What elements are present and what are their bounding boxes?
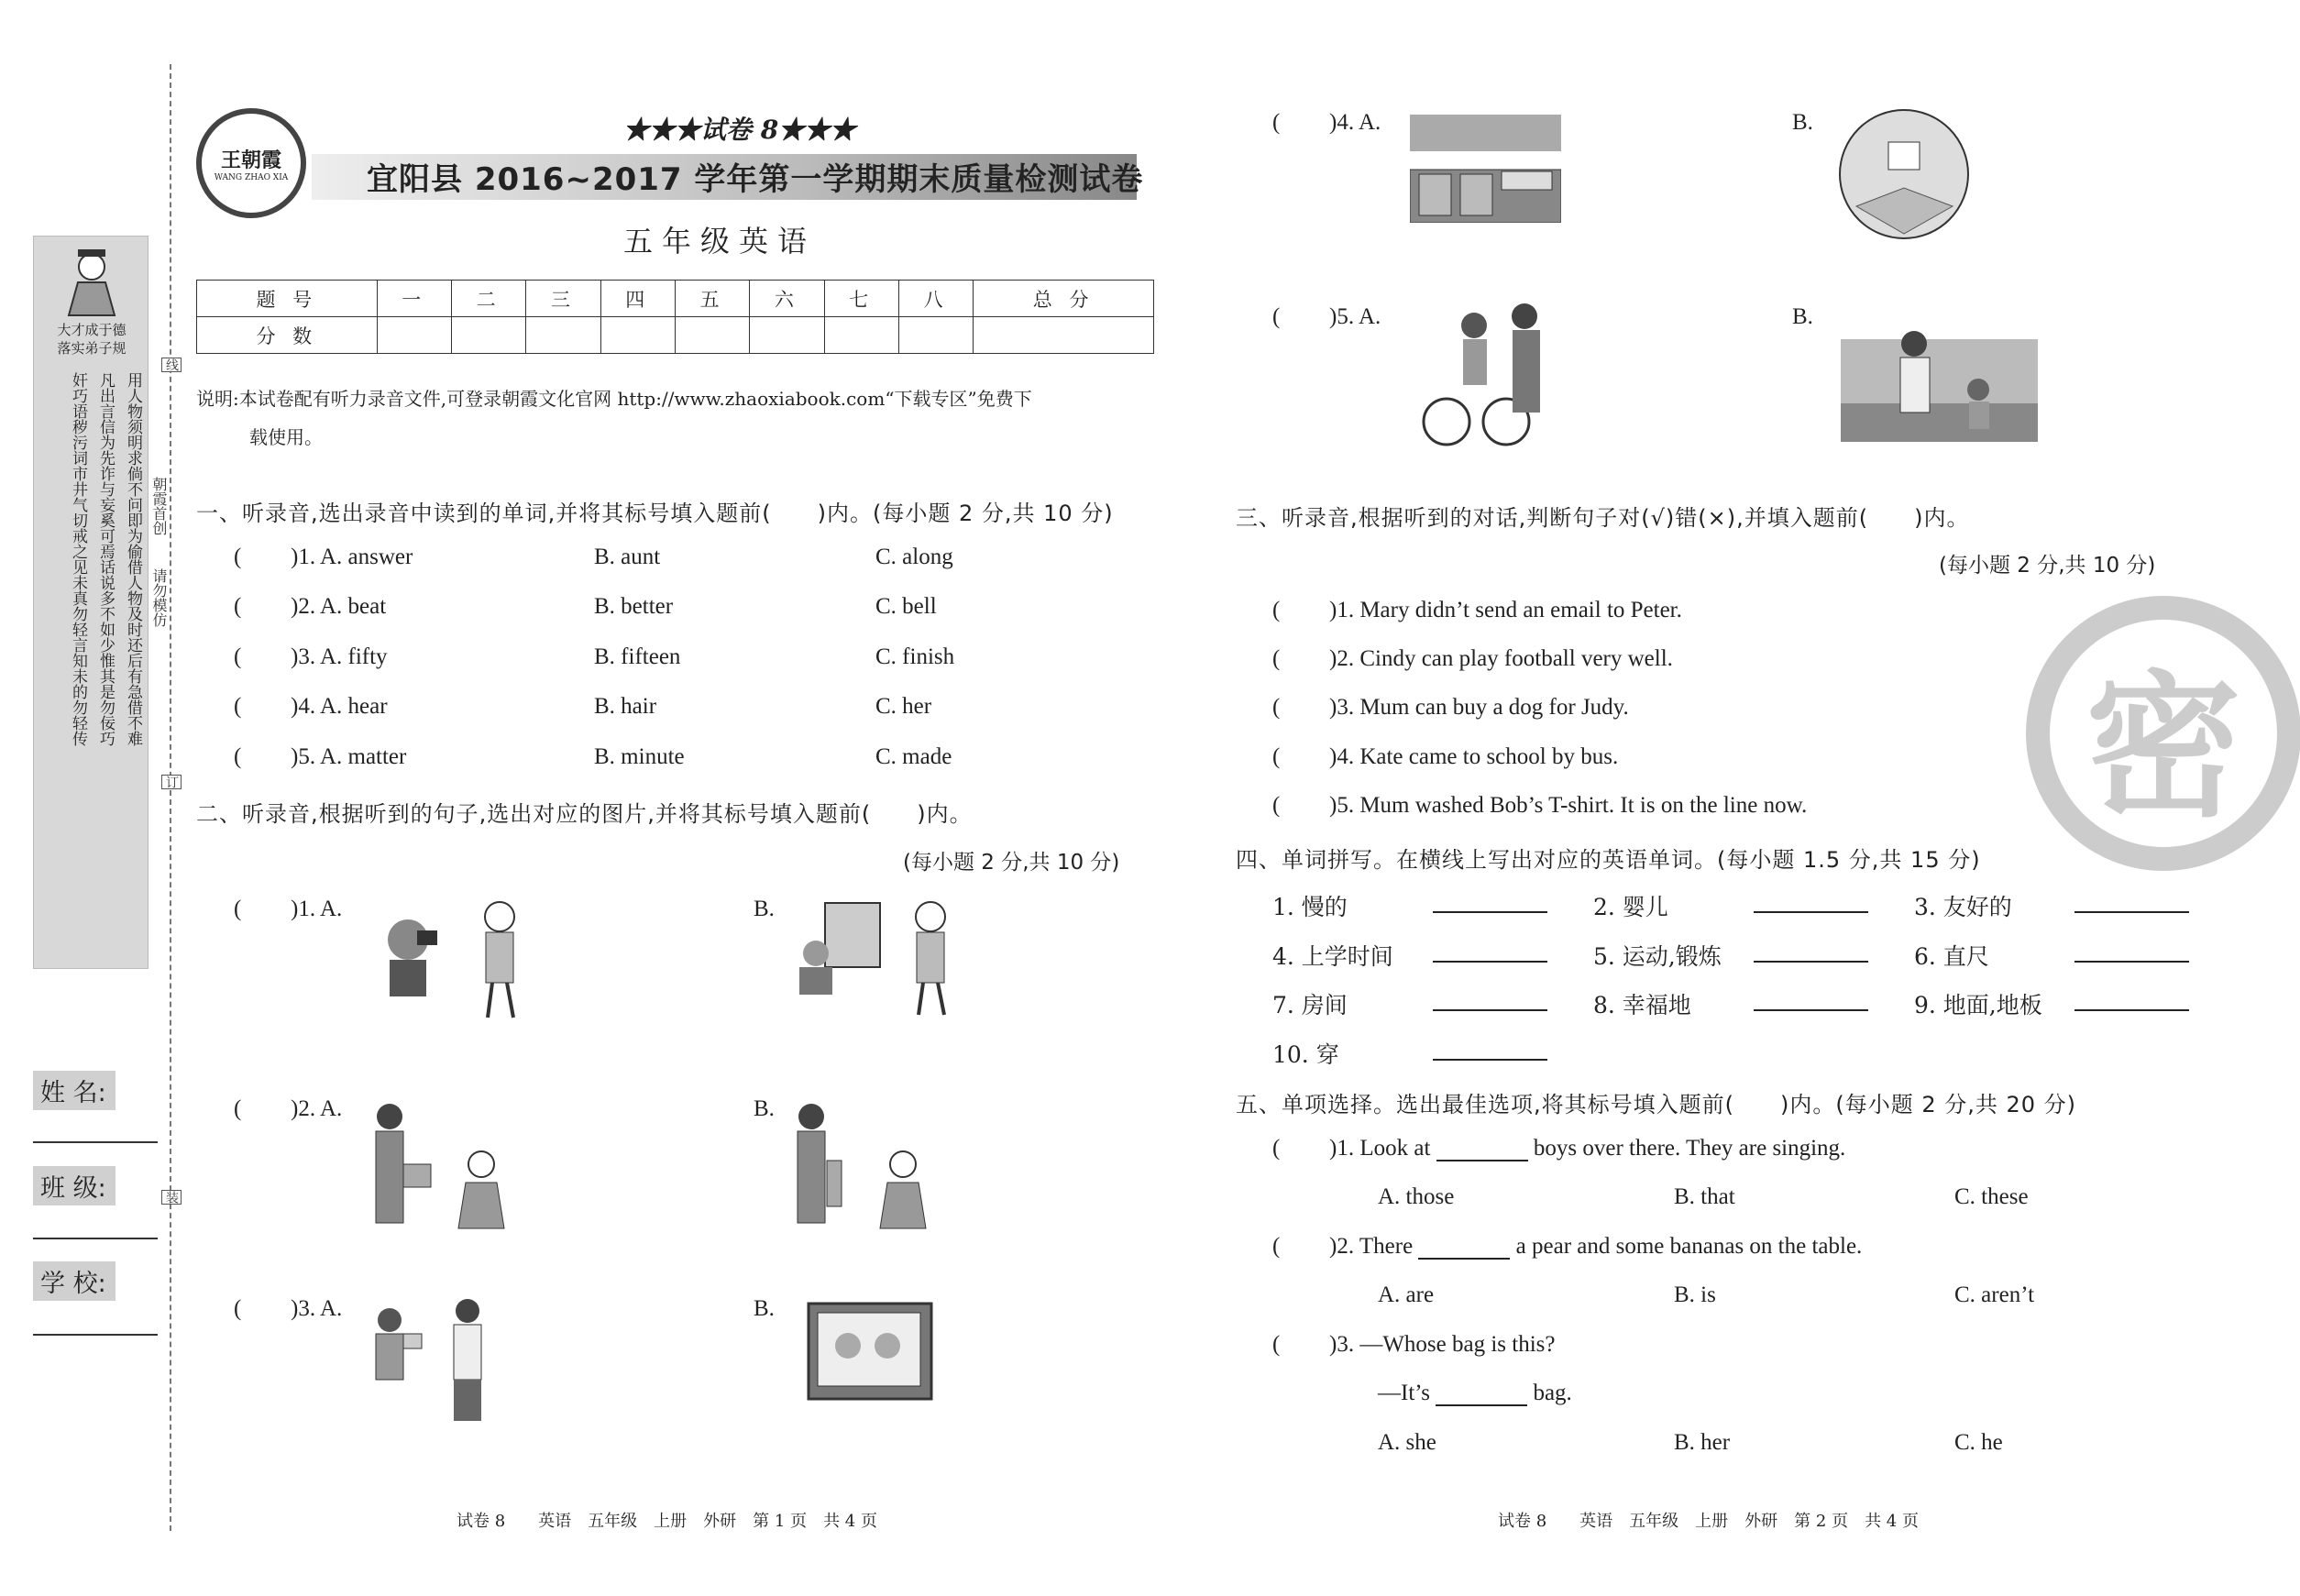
motto-head-1: 大才成于德 <box>57 322 127 338</box>
option-c: C. he <box>1954 1430 2003 1455</box>
score-cell[interactable] <box>824 317 898 354</box>
kitchen-illustration <box>1410 115 1561 223</box>
table-cell: 分 数 <box>197 317 378 354</box>
list-item: ( )4. A. hear <box>234 694 388 719</box>
binding-dashed-line <box>170 64 171 1531</box>
table-cell: 八 <box>898 281 973 317</box>
score-cell[interactable] <box>377 317 451 354</box>
class-label: 班 级: <box>33 1166 116 1205</box>
answer-blank[interactable] <box>1436 1384 1527 1406</box>
name-label: 姓 名: <box>33 1071 116 1110</box>
answer-blank[interactable] <box>2074 941 2189 963</box>
option-c: C. bell <box>875 594 937 619</box>
table-cell: 七 <box>824 281 898 317</box>
logo-subtext: WANG ZHAO XIA <box>214 172 289 182</box>
option-c: C. finish <box>875 644 955 669</box>
answer-blank[interactable] <box>1754 891 1868 913</box>
list-item: ( )4. A. <box>1272 110 1381 135</box>
option-a: A. are <box>1378 1282 1435 1307</box>
logo-text: 王朝霞 <box>220 148 281 172</box>
option-c: C. her <box>875 694 932 719</box>
option-b: B. minute <box>594 744 685 769</box>
exchanging-gift-illustration <box>367 1297 495 1425</box>
table-cell: 总 分 <box>974 281 1154 317</box>
section-4-title: 四、单词拼写。在横线上写出对应的英语单词。(每小题 1.5 分,共 15 分) <box>1236 847 1981 873</box>
score-table-header-row <box>197 281 1154 317</box>
score-cell[interactable] <box>526 317 600 354</box>
option-b: B. <box>754 897 775 921</box>
list-item: ( )2. A. <box>234 1096 343 1121</box>
list-item: ( )5. A. <box>1272 304 1381 329</box>
option-c: C. made <box>875 744 952 769</box>
list-item: ( )3. A. fifty <box>234 644 388 669</box>
question-line: —It’s bag. <box>1378 1381 1572 1405</box>
word-item: 10. 穿 <box>1272 1041 1339 1068</box>
note-line-2: 载使用。 <box>249 426 323 448</box>
list-item: ( )1. Mary didn’t send an email to Peter. <box>1272 598 1682 622</box>
list-item: ( )4. Kate came to school by bus. <box>1272 744 1619 769</box>
woman-giving-shirt-illustration <box>367 1100 513 1256</box>
helping-child-illustration <box>1841 321 2038 442</box>
section-3-title: 三、听录音,根据听到的对话,判断句子对(√)错(×),并填入题前( )内。 <box>1236 505 1970 531</box>
score-cell[interactable] <box>750 317 824 354</box>
school-label: 学 校: <box>33 1261 116 1301</box>
name-field[interactable] <box>33 1141 158 1143</box>
tv-with-animals-illustration <box>807 1302 935 1403</box>
page-subtitle: 五年级英语 <box>623 224 817 259</box>
page-footer-left: 试卷 8 英语 五年级 上册 外研 第 1 页 共 4 页 <box>457 1512 877 1531</box>
option-b: B. fifteen <box>594 644 681 669</box>
section-5-title: 五、单项选择。选出最佳选项,将其标号填入题前( )内。(每小题 2 分,共 20 分) <box>1236 1092 2077 1117</box>
word-item: 3. 友好的 <box>1914 894 2012 920</box>
answer-blank[interactable] <box>1754 989 1868 1011</box>
list-item: ( )1. A. answer <box>234 545 413 569</box>
motto-head-2: 落实弟子规 <box>57 340 127 357</box>
option-c: C. along <box>875 545 953 569</box>
scholar-figure-icon <box>60 244 124 317</box>
score-cell[interactable] <box>600 317 675 354</box>
option-a: A. she <box>1378 1430 1436 1455</box>
section-2-title: 二、听录音,根据听到的句子,选出对应的图片,并将其标号填入题前( )内。 <box>196 801 973 827</box>
option-b: B. <box>1792 304 1813 329</box>
list-item: ( )5. Mum washed Bob’s T-shirt. It is on the line now. <box>1272 793 1808 818</box>
table-cell: 题 号 <box>197 281 378 317</box>
question-item: ( )2. There a pear and some bananas on the table. <box>1272 1234 1863 1259</box>
vertical-note-2: 请勿模仿 <box>150 568 168 627</box>
answer-blank[interactable] <box>1433 941 1547 963</box>
table-cell: 三 <box>526 281 600 317</box>
option-b: B. is <box>1674 1282 1716 1307</box>
answer-blank[interactable] <box>1436 1139 1528 1161</box>
word-item: 1. 慢的 <box>1272 894 1348 920</box>
score-cell[interactable] <box>675 317 749 354</box>
table-cell: 六 <box>750 281 824 317</box>
word-item: 2. 婴儿 <box>1593 894 1668 920</box>
page-footer-right: 试卷 8 英语 五年级 上册 外研 第 2 页 共 4 页 <box>1498 1512 1919 1531</box>
answer-blank[interactable] <box>1418 1238 1510 1260</box>
paper-number: ★★★试卷 8★★★ <box>623 115 856 145</box>
option-b: B. aunt <box>594 545 661 569</box>
score-cell[interactable] <box>974 317 1154 354</box>
section-3-score: (每小题 2 分,共 10 分) <box>1939 554 2156 578</box>
option-b: B. that <box>1674 1184 1735 1209</box>
motto-column-1: 用人物须明求倘不问即为偷借人物及时还后有急借不难 <box>124 372 142 746</box>
word-item: 8. 幸福地 <box>1593 992 1691 1018</box>
motto-column-2: 凡出言信为先诈与妄奚可焉话说多不如少惟其是勿佞巧 <box>96 372 115 746</box>
answer-blank[interactable] <box>2074 891 2189 913</box>
page-title: 宜阳县 2016~2017 学年第一学期期末质量检测试卷 <box>367 161 1144 198</box>
answer-blank[interactable] <box>1433 1039 1547 1061</box>
score-cell[interactable] <box>898 317 973 354</box>
option-b: B. hair <box>594 694 657 719</box>
photo-taking-illustration <box>367 894 532 1022</box>
question-item: ( )1. Look at boys over there. They are singing. <box>1272 1136 1846 1161</box>
list-item: ( )2. A. beat <box>234 594 387 619</box>
list-item: ( )3. A. <box>234 1296 343 1321</box>
class-field[interactable] <box>33 1238 158 1239</box>
list-item: ( )1. A. <box>234 897 343 921</box>
cut-mark-2: 订 <box>161 775 182 789</box>
motto-panel <box>33 236 149 969</box>
score-cell[interactable] <box>451 317 525 354</box>
word-item: 9. 地面,地板 <box>1914 992 2042 1018</box>
option-a: A. those <box>1378 1184 1455 1209</box>
answer-blank[interactable] <box>1433 891 1547 913</box>
option-c: C. aren’t <box>1954 1282 2035 1307</box>
school-field[interactable] <box>33 1334 158 1336</box>
table-cell: 一 <box>377 281 451 317</box>
section-2-score: (每小题 2 分,共 10 分) <box>903 851 1120 875</box>
list-item: ( )5. A. matter <box>234 744 407 769</box>
table-cell: 二 <box>451 281 525 317</box>
vertical-note-1: 朝霞首创 <box>150 477 168 535</box>
score-table <box>196 280 1154 354</box>
brand-logo <box>196 108 306 218</box>
question-item: ( )3. —Whose bag is this? <box>1272 1332 1556 1357</box>
bathroom-illustration <box>1838 105 1971 243</box>
woman-holding-pants-illustration <box>788 1100 935 1256</box>
cut-mark-3: 装 <box>161 1190 182 1205</box>
option-b: B. <box>754 1096 775 1121</box>
riding-bike-illustration <box>1419 298 1557 449</box>
section-1-title: 一、听录音,选出录音中读到的单词,并将其标号填入题前( )内。(每小题 2 分,共 10 分) <box>196 501 1114 526</box>
painting-illustration <box>788 894 972 1022</box>
option-b: B. <box>754 1296 775 1321</box>
word-item: 6. 直尺 <box>1914 943 1989 970</box>
option-b: B. her <box>1674 1430 1731 1455</box>
list-item: ( )2. Cindy can play football very well. <box>1272 646 1673 671</box>
word-item: 4. 上学时间 <box>1272 943 1393 970</box>
note-line-1: 说明:本试卷配有听力录音文件,可登录朝霞文化官网 http://www.zhaoxiabook.com“下载专区”免费下 <box>196 388 1032 410</box>
answer-blank[interactable] <box>1433 989 1547 1011</box>
option-b: B. better <box>594 594 674 619</box>
confidential-seal: 密 <box>2026 596 2300 871</box>
word-item: 7. 房间 <box>1272 992 1348 1018</box>
answer-blank[interactable] <box>1754 941 1868 963</box>
option-b: B. <box>1792 110 1813 135</box>
list-item: ( )3. Mum can buy a dog for Judy. <box>1272 695 1629 720</box>
table-cell: 四 <box>600 281 675 317</box>
score-table-score-row <box>197 317 1154 354</box>
table-cell: 五 <box>675 281 749 317</box>
motto-column-3: 奸巧语秽污词市井气切戒之见未真勿轻言知未的勿轻传 <box>69 372 87 746</box>
option-c: C. these <box>1954 1184 2029 1209</box>
cut-mark-1: 线 <box>161 358 182 372</box>
answer-blank[interactable] <box>2074 989 2189 1011</box>
word-item: 5. 运动,锻炼 <box>1593 943 1722 970</box>
